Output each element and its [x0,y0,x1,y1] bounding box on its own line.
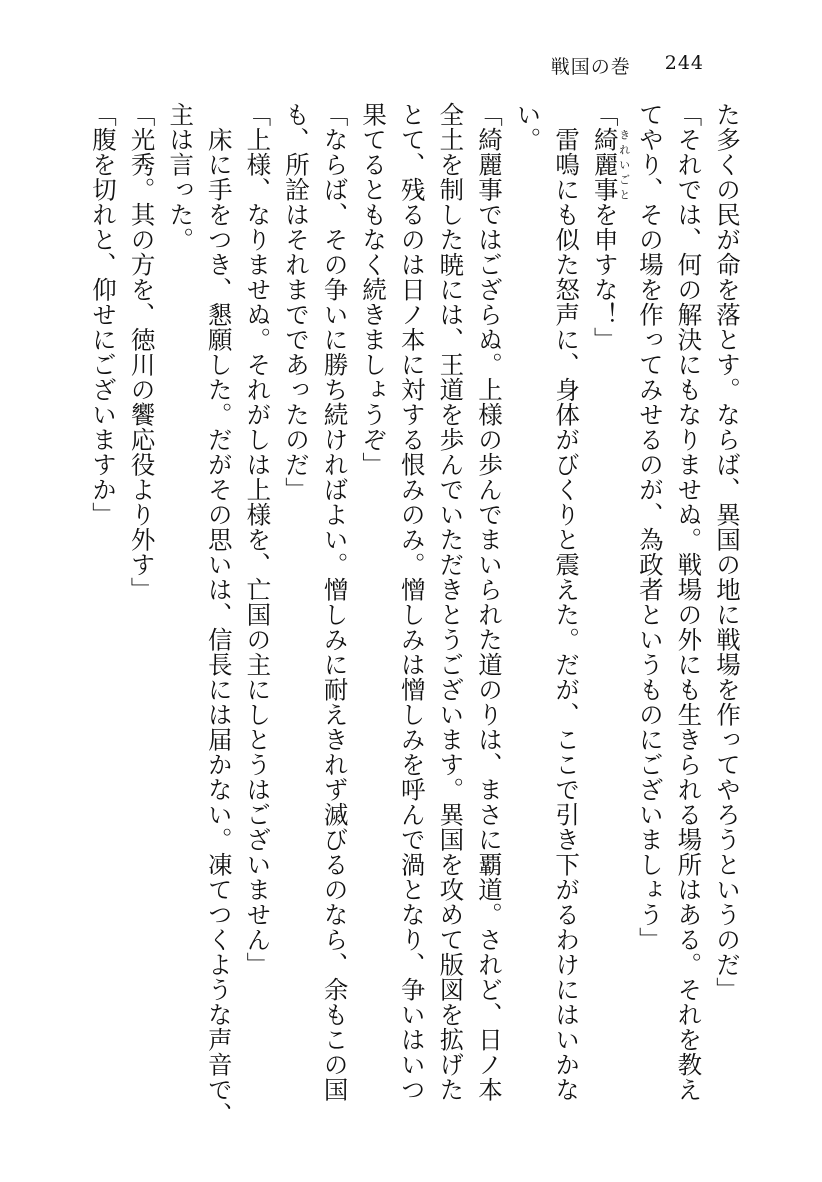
text-line-with-ruby [199,102,238,1142]
text-line: 「それでは、何の解決にもなりませぬ。戦場の外にも生きられる場所はある。それを教え [674,102,704,1102]
text-line: 「綺麗事ではござらぬ。上様の歩んでまいられた道のりは、まさに覇道。されど、日ノ本 [474,102,504,1102]
text-line: 「光秀。其の方を、徳川の饗応役より外す」 [127,102,157,602]
text-line: 「腹を切れと、仰せにございますか」 [89,102,118,527]
ruby-base: 綺麗事 [590,127,620,202]
text-before: 「 [590,102,620,127]
page-number: 244 [664,52,704,74]
text-line: とて、残るのは日ノ本に対する恨みのみ。憎しみは憎しみを呼んで渦となり、争いはいつ [397,102,427,1102]
volume-title: 戦国の巻 [550,56,631,78]
text-line: た多くの民が命を落とす。ならば、異国の地に戦場を作ってやろうというのだ」 [713,102,742,1002]
text-line: 「ならば、その争いに勝ち続ければよい。憎しみに耐えきれず滅びるのなら、余もこの国 [320,102,350,1102]
vertical-text-body [83,102,746,1142]
text-line-with-ruby [585,102,630,1142]
page-header [551,52,704,79]
ruby-word [205,127,234,152]
ruby-word [590,127,631,202]
text-line: 果てるともなく続きましょうぞ」 [359,102,389,477]
text-line: てやり、その場を作ってみせるのが、為政者というものにございましょう」 [635,102,665,952]
text-line: も、所詮はそれまでであったのだ」 [281,102,311,502]
text-line: 主は言った。 [166,102,196,252]
ruby-reading: きれいごと [617,127,631,202]
text-line: い。 [513,102,543,152]
text-after: に手をつき、懇願した。だがその思いは、信長には届かない。凍てつくような声音で、 [204,151,234,1127]
text-line: 雷鳴にも似た怒声に、身体がびくりと震えた。だが、ここで引き下がるわけにはいかな [552,126,582,1102]
text-line: 全土を制した暁には、王道を歩んでいただきとうございます。異国を攻めて版図を拡げた [436,102,466,1102]
text-after: を申すな！」 [590,202,620,352]
ruby-base: 床 [204,126,234,152]
text-line: 「上様、なりませぬ。それがしは上様を、亡国の主にしとうはございません」 [243,102,273,977]
